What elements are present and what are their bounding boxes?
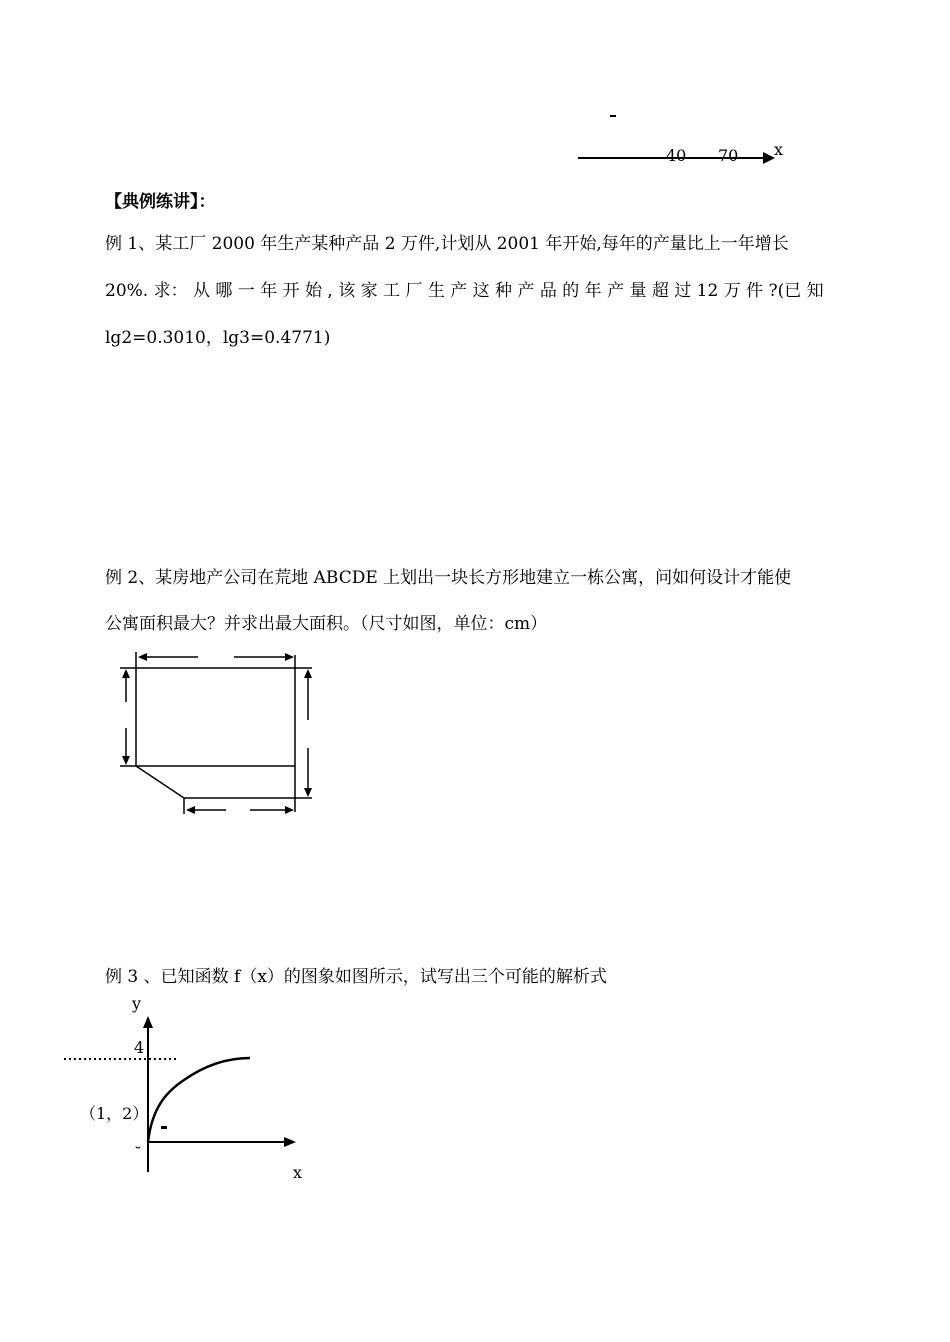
- example1-line3: lg2=0.3010，lg3=0.4771): [105, 328, 331, 348]
- top-axis-label-x: x: [774, 140, 784, 159]
- example1-line2: 20%. 求： 从 哪 一 年 开 始 , 该 家 工 厂 生 产 这 种 产 品 的 年 产 量 超 过 12 万 件 ?(已 知: [105, 281, 824, 301]
- graph-origin-mark: ˘: [134, 1144, 142, 1163]
- example3-line1: 例 3 、已知函数 f（x）的图象如图所示，试写出三个可能的解析式: [105, 967, 607, 987]
- example2-line2: 公寓面积最大？并求出最大面积。（尺寸如图，单位：cm）: [105, 614, 548, 634]
- top-tick-40: 40: [666, 146, 687, 165]
- graph-x-axis-arrowhead: [284, 1137, 296, 1147]
- graph-x-label: x: [293, 1163, 303, 1182]
- graph-y-label: y: [132, 994, 142, 1013]
- section-header: 【典例练讲】：: [105, 192, 216, 212]
- graph-point-mark: [161, 1126, 167, 1129]
- example2-line1: 例 2、某房地产公司在荒地 ABCDE 上划出一块长方形地建立一栋公寓，问如何设计才能使: [105, 568, 792, 588]
- top-tick-70: 70: [718, 146, 739, 165]
- example1-line1: 例 1、某工厂 2000 年生产某种产品 2 万件,计划从 2001 年开始,每年的产量比上一年增长: [105, 234, 789, 254]
- graph-curve: [148, 1058, 250, 1142]
- graph-point-label: （1，2）: [80, 1104, 149, 1123]
- graph-y-axis-arrowhead: [143, 1016, 153, 1028]
- graph-asymptote-label: 4: [134, 1038, 145, 1057]
